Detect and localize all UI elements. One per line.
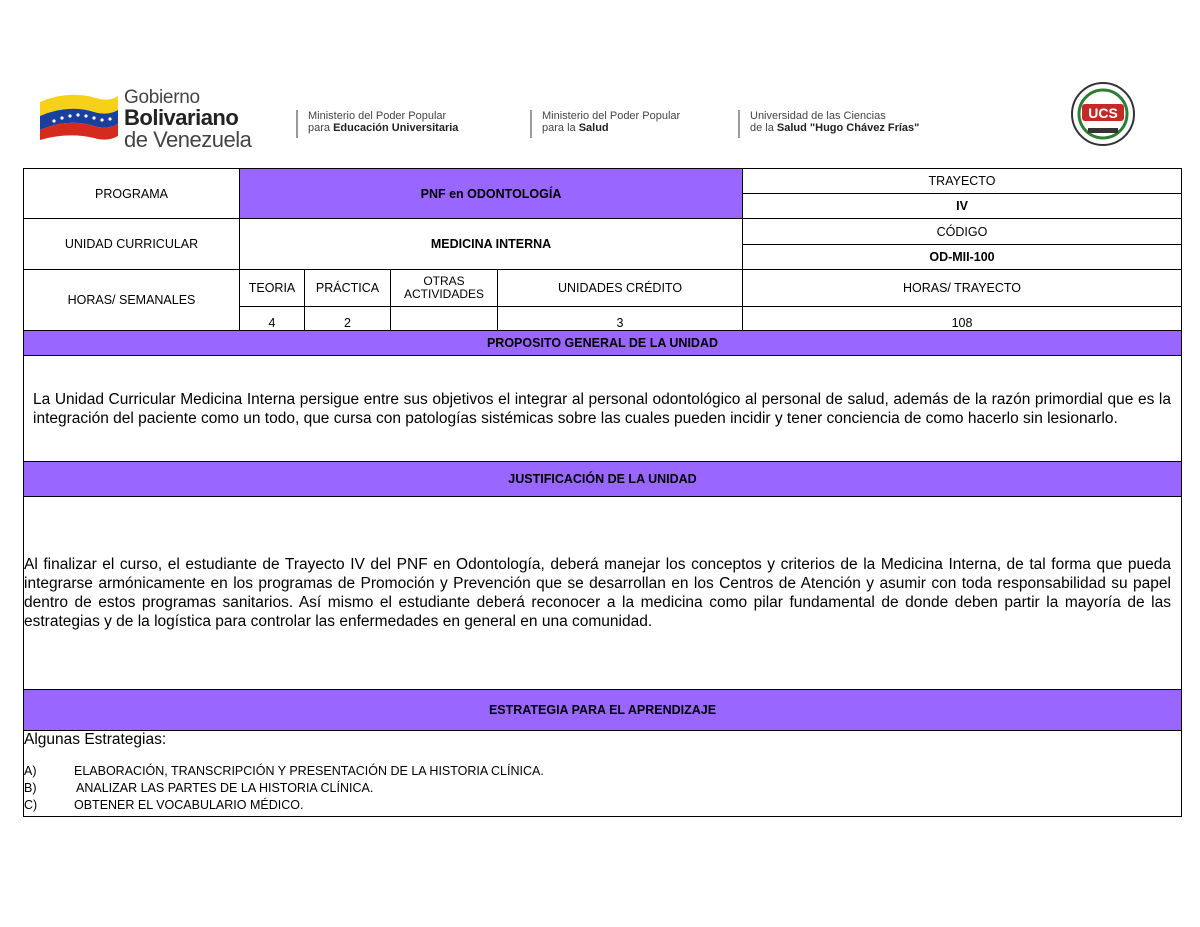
svg-text:UCS: UCS [1088,105,1118,121]
document-header [38,80,1168,150]
justificacion-title: JUSTIFICACIÓN DE LA UNIDAD [24,462,1182,497]
estrategia-content [24,731,1182,817]
gob-line1: Gobierno [124,87,200,108]
unidades-credito-label: UNIDADES CRÉDITO [498,270,743,307]
unidades-credito-value: 3 [498,307,743,331]
codigo-label: CÓDIGO [743,219,1182,245]
unidad-curricular-label: UNIDAD CURRICULAR [24,219,240,270]
ministerio-educacion: Ministerio del Poder Popular para Educación Universitaria [296,110,458,138]
teoria-label: TEORIA [240,270,305,307]
venezuela-flag-icon [38,88,120,140]
unidad-curricular-table [23,168,1182,817]
ministerio-salud: Ministerio del Poder Popular para la Salud [530,110,680,138]
codigo-value: OD-MII-100 [743,245,1182,270]
horas-semanales-label: HORAS/ SEMANALES [24,270,240,331]
trayecto-value: IV [743,194,1182,219]
proposito-title: PROPOSITO GENERAL DE LA UNIDAD [24,331,1182,356]
ucs-seal-icon [1068,80,1138,148]
horas-trayecto-label: HORAS/ TRAYECTO [743,270,1182,307]
trayecto-label: TRAYECTO [743,169,1182,194]
estrategia-item: C) OBTENER EL VOCABULARIO MÉDICO. [24,798,304,812]
otras-actividades-value [391,307,498,331]
unidad-curricular-value: MEDICINA INTERNA [240,219,743,270]
justificacion-text: Al finalizar el curso, el estudiante de Trayecto IV del PNF en Odontología, deberá manejar los conceptos y criterios de la Medicina Interna, de tal forma que pueda integrarse armónicamente en los programas de Promoción y Prevención que se desarrollan en los Centros de Atención y asumir con toda responsabilidad su papel dentro de estos programas sanitarios. Así mismo el estudiante deberá reconocer a la medicina como pilar fundamental de donde deben partir la mayoría de las estrategias y de la logística para controlar las enfermedades en general en una comunidad. [24,497,1182,690]
estrategia-intro: Algunas Estrategias: [24,731,167,748]
teoria-value: 4 [240,307,305,331]
gob-line3: de Venezuela [124,127,252,152]
programa-label: PROGRAMA [24,169,240,219]
universidad-ciencias-salud: Universidad de las Ciencias de la Salud "Hugo Chávez Frías" [738,110,919,138]
proposito-text: La Unidad Curricular Medicina Interna persigue entre sus objetivos el integrar al personal odontológico al personal de salud, además de la razón primordial que es la integración del paciente como un todo, que cursa con patologías sistémicas sobre las cuales pueden incidir y tener conciencia de como hacerlo sin lesionarlo. [24,356,1182,462]
estrategia-item: B) ANALIZAR LAS PARTES DE LA HISTORIA CLÍNICA. [24,781,374,795]
practica-value: 2 [305,307,391,331]
programa-value: PNF en ODONTOLOGÍA [240,169,743,219]
horas-trayecto-value: 108 [743,307,1182,331]
gob-line2: Bolivariano [124,105,239,130]
estrategia-title: ESTRATEGIA PARA EL APRENDIZAJE [24,690,1182,731]
gobierno-bolivariano-logo [38,82,298,152]
otras-actividades-label: OTRAS ACTIVIDADES [391,270,498,307]
estrategia-item: A) ELABORACIÓN, TRANSCRIPCIÓN Y PRESENTACIÓN DE LA HISTORIA CLÍNICA. [24,764,544,778]
practica-label: PRÁCTICA [305,270,391,307]
